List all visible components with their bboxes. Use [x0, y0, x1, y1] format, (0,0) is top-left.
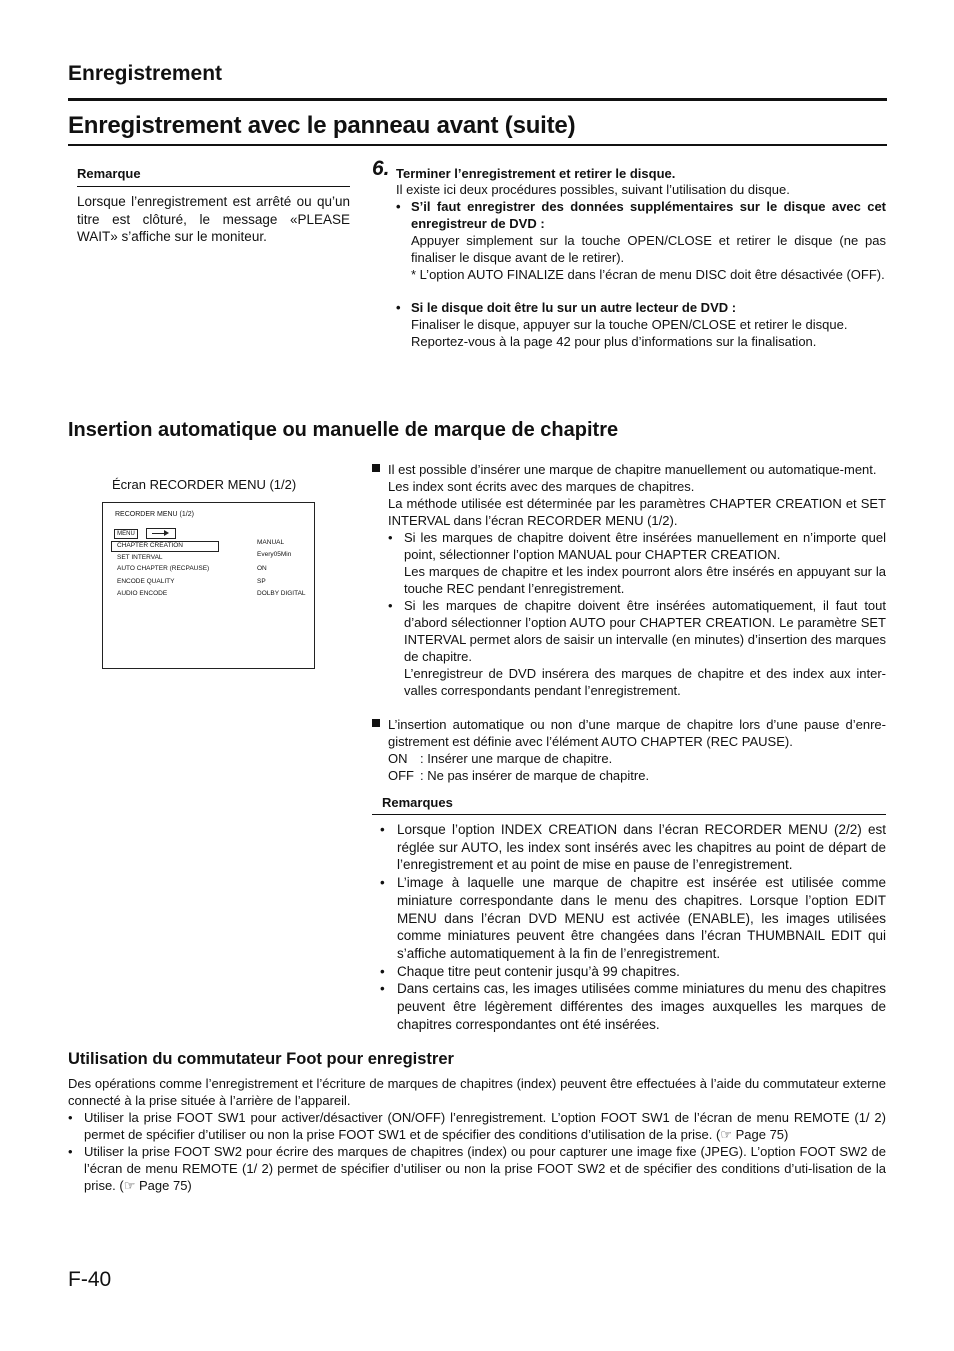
section-3-body — [68, 1075, 886, 1194]
screen-menu-tag: MENU — [114, 529, 138, 539]
screen-row-label: CHAPTER CREATION — [117, 542, 183, 549]
bullet-dot: • — [388, 530, 393, 545]
paragraph-1-line-1: Il est possible d’insérer une marque de chapitre manuellement ou automatique-ment. — [388, 462, 877, 477]
sub-bullet-manual — [388, 529, 886, 597]
bullet-dot: • — [380, 963, 385, 979]
remark-box — [77, 166, 350, 246]
paragraph-1-line-3: La méthode utilisée est déterminée par les paramètres CHAPTER CREATION et SET INTERVAL dans l’écran RECORDER MENU (1/2). — [388, 496, 886, 528]
bullet-1-text: Appuyer simplement sur la touche OPEN/CLOSE et retirer le disque (ne pas finaliser le disque avant de le retirer). — [411, 233, 886, 265]
list-item — [372, 821, 886, 874]
step-title: Terminer l’enregistrement et retirer le disque. — [396, 166, 676, 181]
paragraph-1-line-2: Les index sont écrits avec des marques de chapitres. — [388, 479, 695, 494]
section-label: Enregistrement — [68, 62, 223, 85]
screen-row-label: AUTO CHAPTER (RECPAUSE) — [117, 565, 210, 572]
bullet-dot: • — [68, 1144, 73, 1159]
screen-row-value: ON — [257, 565, 267, 572]
on-label: ON — [388, 751, 408, 766]
bullet-dot: • — [380, 875, 385, 891]
step-number: 6. — [372, 157, 390, 180]
header-rule — [68, 98, 887, 101]
screen-row-value: Every05Min — [257, 551, 292, 558]
arrow-right-icon — [146, 528, 176, 539]
bullet-dot: • — [380, 822, 385, 837]
sub-bullet-auto — [388, 597, 886, 699]
remark-item-text: Dans certains cas, les images utilisées comme miniatures du menu des chapitres peuvent être légèrement différentes des images auxquelles les marques de chapitres correspondantes ont été insérées. — [397, 981, 886, 1032]
remark-item-text: Lorsque l’option INDEX CREATION dans l’écran RECORDER MENU (2/2) est réglée sur AUTO, les index sont insérés avec les chapitres au point de départ de l’enregistrement et au point de mise en pause de l’enregistrement. — [397, 822, 886, 873]
screen-title: RECORDER MENU (1/2) — [115, 511, 194, 518]
square-bullet-icon — [372, 719, 380, 727]
remark-item-text: L’image à laquelle une marque de chapitre est insérée est utilisée comme miniature correspondante dans le menu des chapitres. Lorsque l’option EDIT MENU dans l’écran DVD MENU est activée (ENABLE), les images utilisées comme miniatures peuvent être changées dans l’écran THUMBNAIL EDIT qui s’affiche automatiquement à la fin de l’enregistrement. — [397, 875, 886, 961]
sub-bullet-manual-a: Si les marques de chapitre doivent être insérées manuellement en n’importe quel point, sélectionner l’option MANUAL pour CHAPTER CREATION. — [404, 530, 886, 562]
step-6 — [372, 157, 887, 360]
off-label: OFF — [388, 768, 414, 783]
remarks-box — [372, 795, 886, 1033]
bullet-dot: • — [396, 199, 401, 214]
screen-row-value: DOLBY DIGITAL — [257, 590, 306, 597]
bullet-dot: • — [68, 1110, 73, 1125]
off-text: : Ne pas insérer de marque de chapitre. — [420, 768, 650, 783]
screen-row — [114, 553, 309, 563]
on-text: : Insérer une marque de chapitre. — [420, 751, 613, 766]
off-option — [388, 767, 886, 784]
step-intro: Il existe ici deux procédures possibles, suivant l’utilisation du disque. — [396, 182, 790, 197]
screen-row — [114, 589, 309, 599]
remark-item-text: Chaque titre peut contenir jusqu’à 99 chapitres. — [397, 963, 680, 979]
list-item — [68, 1143, 886, 1194]
sub-bullet-auto-a: Si les marques de chapitre doivent être insérées automatiquement, il faut tout d’abord sélectionner l’option AUTO pour CHAPTER CREATION. Le paramètre SET INTERVAL permet alors de saisir un intervalle (en minutes) d’insertion des marques de chapitre. — [404, 598, 886, 664]
recorder-menu-screen — [102, 502, 315, 669]
list-item — [68, 1109, 886, 1143]
title-rule — [68, 144, 887, 146]
step-bullet-2 — [396, 299, 886, 350]
remark-text: Lorsque l’enregistrement est arrêté ou qu’un titre est clôturé, le message «PLEASE WAIT» s’affiche sur le moniteur. — [77, 194, 350, 244]
bullet-1-note: * L’option AUTO FINALIZE dans l’écran de menu DISC doit être désactivée (OFF). — [411, 267, 885, 282]
step-bullet-1 — [396, 198, 886, 283]
section-2-title: Insertion automatique ou manuelle de marque de chapitre — [68, 419, 619, 441]
screen-row-label: AUDIO ENCODE — [117, 590, 168, 597]
page-title: Enregistrement avec le panneau avant (suite) — [68, 112, 576, 139]
section-3-title: Utilisation du commutateur Foot pour enregistrer — [68, 1050, 454, 1068]
on-option — [388, 750, 886, 767]
bullet-dot: • — [380, 981, 385, 997]
bullet-dot: • — [396, 300, 401, 315]
chapter-paragraph-1 — [372, 461, 886, 699]
list-item — [372, 980, 886, 1033]
chapter-paragraph-2 — [372, 716, 886, 784]
square-bullet-icon — [372, 464, 380, 472]
bullet-1-title: S’il faut enregistrer des données supplémentaires sur le disque avec cet enregistreur de DVD : — [411, 199, 886, 231]
foot-sw1-text: Utiliser la prise FOOT SW1 pour activer/désactiver (ON/OFF) l’enregistrement. L’option FOOT SW1 de l’écran de menu REMOTE (1/ 2) permet de spécifier d’utiliser ou non la prise FOOT SW1 et de spécifier des conditions d’utilisation de la prise. (☞ Page 75) — [84, 1110, 886, 1142]
screen-row — [114, 564, 309, 574]
bullet-2-line-2: Reportez-vous à la page 42 pour plus d’informations sur la finalisation. — [411, 334, 817, 349]
list-item — [372, 963, 886, 981]
remark-heading: Remarque — [77, 166, 350, 187]
section-3-intro: Des opérations comme l’enregistrement et l’écriture de marques de chapitres (index) peuvent être effectuées à l’aide du commutateur externe connecté à la prise située à l’arrière de l’appareil. — [68, 1076, 886, 1108]
screen-row — [114, 577, 309, 587]
page-number: F-40 — [68, 1268, 112, 1291]
bullet-2-line-1: Finaliser le disque, appuyer sur la touche OPEN/CLOSE et retirer le disque. — [411, 317, 848, 332]
remarks-heading: Remarques — [372, 795, 886, 815]
screen-row-label: ENCODE QUALITY — [117, 578, 175, 585]
screen-row-value: SP — [257, 578, 266, 585]
sub-bullet-manual-b: Les marques de chapitre et les index pourront alors être insérés en appuyant sur la touche REC pendant l’enregistrement. — [404, 564, 886, 596]
sub-bullet-auto-b: L’enregistreur de DVD insérera des marques de chapitre et des index aux inter-valles correspondants pendant l’enregistrement. — [404, 666, 886, 698]
bullet-dot: • — [388, 598, 393, 613]
screen-caption: Écran RECORDER MENU (1/2) — [112, 477, 297, 492]
screen-row-value: MANUAL — [257, 539, 285, 546]
list-item — [372, 874, 886, 963]
screen-row-label: SET INTERVAL — [117, 554, 163, 561]
foot-sw2-text: Utiliser la prise FOOT SW2 pour écrire des marques de chapitres (index) ou pour capturer une image fixe (JPEG). L’option FOOT SW2 de l’écran de menu REMOTE (1/ 2) permet de spécifier d’utiliser ou non la prise FOOT SW2 et de spécifier des conditions d’uti-lisation de la prise. (☞ Page 75) — [84, 1144, 886, 1193]
bullet-2-title: Si le disque doit être lu sur un autre lecteur de DVD : — [411, 300, 737, 315]
paragraph-2-line-1: L’insertion automatique ou non d’une marque de chapitre lors d’une pause d’enre-gistrement est définie avec l’élément AUTO CHAPTER (REC PAUSE). — [388, 717, 886, 749]
